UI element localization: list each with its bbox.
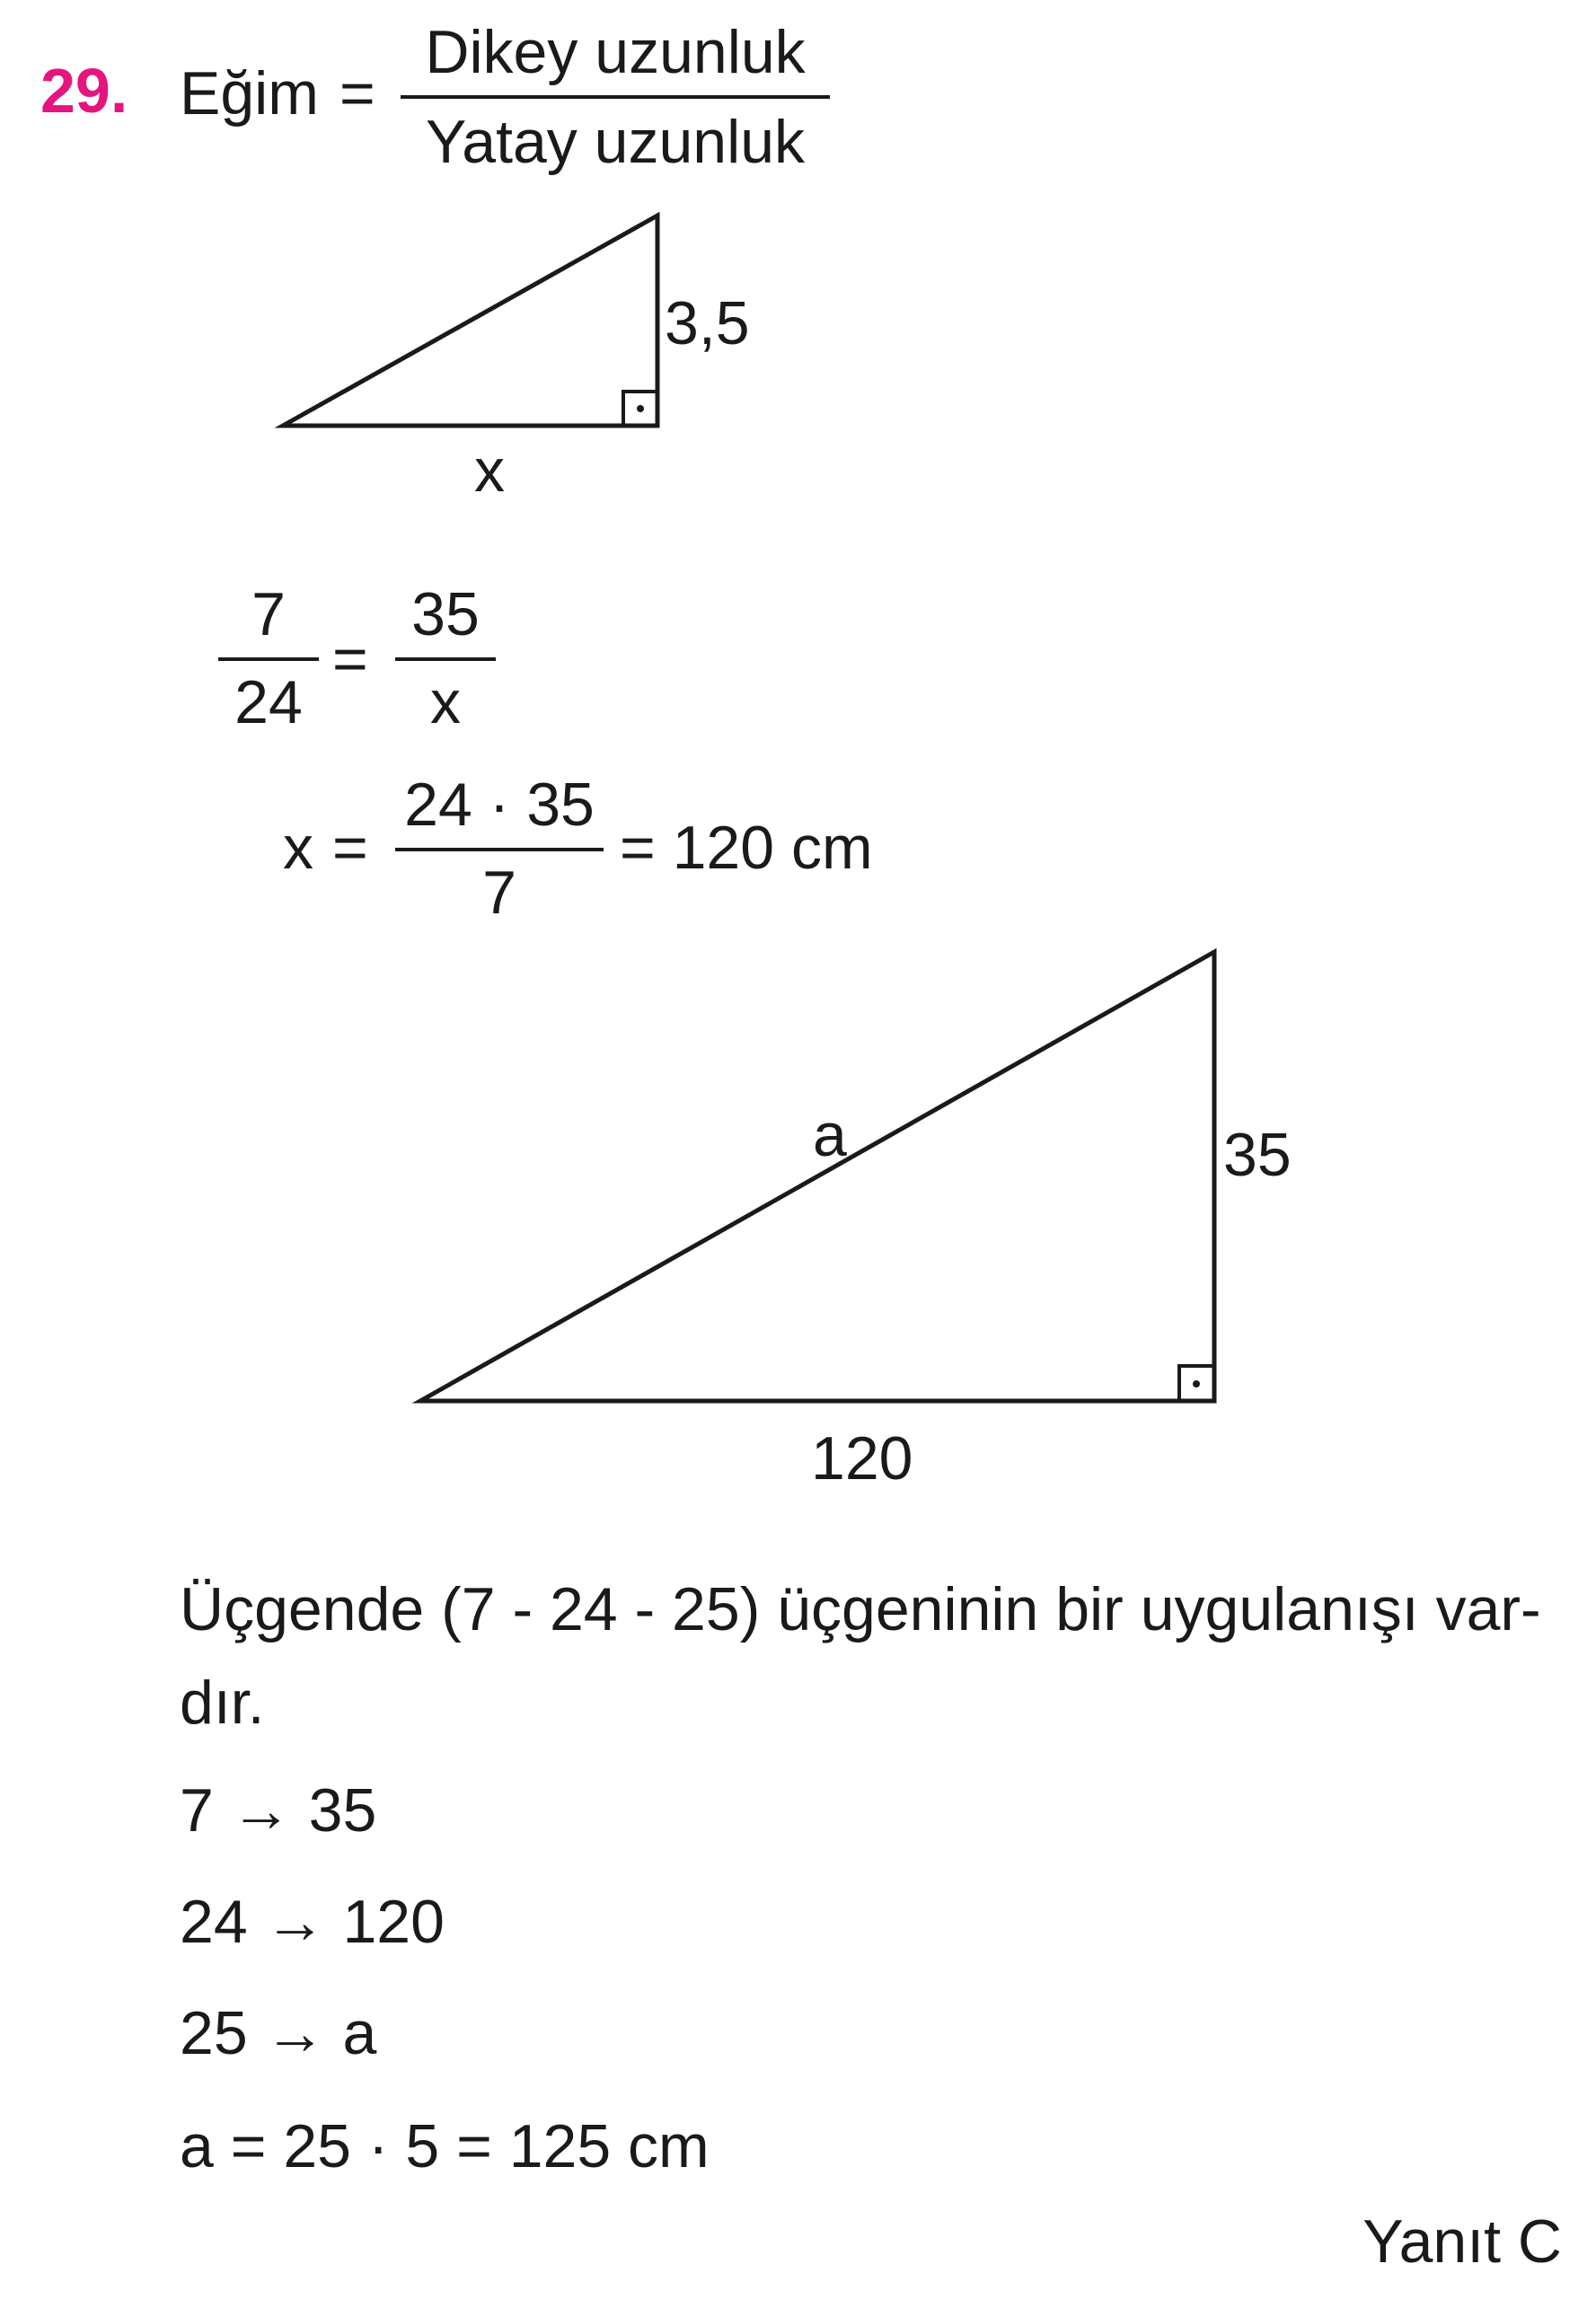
arrow-icon: →: [264, 1999, 326, 2067]
right-angle-dot: [637, 405, 644, 412]
large-triangle: [420, 952, 1214, 1401]
fraction-denominator: Yatay uzunluk: [425, 108, 806, 176]
fraction-bar: [218, 657, 319, 661]
fraction-numerator: 35: [411, 580, 480, 648]
fraction-numerator: Dikey uzunluk: [425, 18, 806, 86]
fraction-denominator: 24: [234, 668, 303, 736]
large-vertical-label: 35: [1223, 1121, 1292, 1189]
fraction-denominator: 7: [482, 859, 516, 927]
solve-lhs: x: [283, 814, 313, 882]
question-number: 29.: [40, 56, 128, 126]
equals-sign: =: [332, 814, 368, 882]
fraction-bar: [395, 848, 604, 851]
proportion-right-fraction: [395, 580, 496, 736]
equals-sign: =: [332, 625, 368, 693]
small-horizontal-label: x: [474, 436, 505, 505]
explanation-line-2: dır.: [180, 1669, 265, 1737]
arrow-icon: →: [230, 1776, 292, 1845]
fraction-denominator: x: [430, 668, 461, 736]
explanation-line-1: Üçgende (7 - 24 - 25) üçgeninin bir uygulanışı var-: [180, 1575, 1541, 1643]
fraction-numerator: 24 · 35: [404, 771, 595, 839]
mapping-row: 7 → 35: [180, 1776, 377, 1845]
small-vertical-label: 3,5: [665, 289, 750, 357]
mapping-row: 24 → 120: [180, 1888, 445, 1956]
answer-label: Yanıt C: [1362, 2207, 1562, 2276]
mapping-row: 25 → a: [180, 1999, 377, 2067]
fraction-numerator: 7: [251, 580, 286, 648]
equals-sign: =: [339, 59, 375, 128]
proportion-left-fraction: [218, 580, 319, 736]
arrow-icon: →: [264, 1888, 326, 1956]
final-result: a = 25 · 5 = 125 cm: [180, 2112, 710, 2180]
hypotenuse-label: a: [813, 1101, 847, 1169]
fraction-bar: [395, 657, 496, 661]
solve-fraction: [395, 771, 604, 927]
right-angle-dot: [1193, 1380, 1200, 1387]
small-triangle: [283, 216, 657, 426]
large-horizontal-label: 120: [811, 1424, 913, 1493]
slope-label: Eğim: [180, 59, 319, 128]
solve-result: = 120 cm: [620, 814, 873, 882]
